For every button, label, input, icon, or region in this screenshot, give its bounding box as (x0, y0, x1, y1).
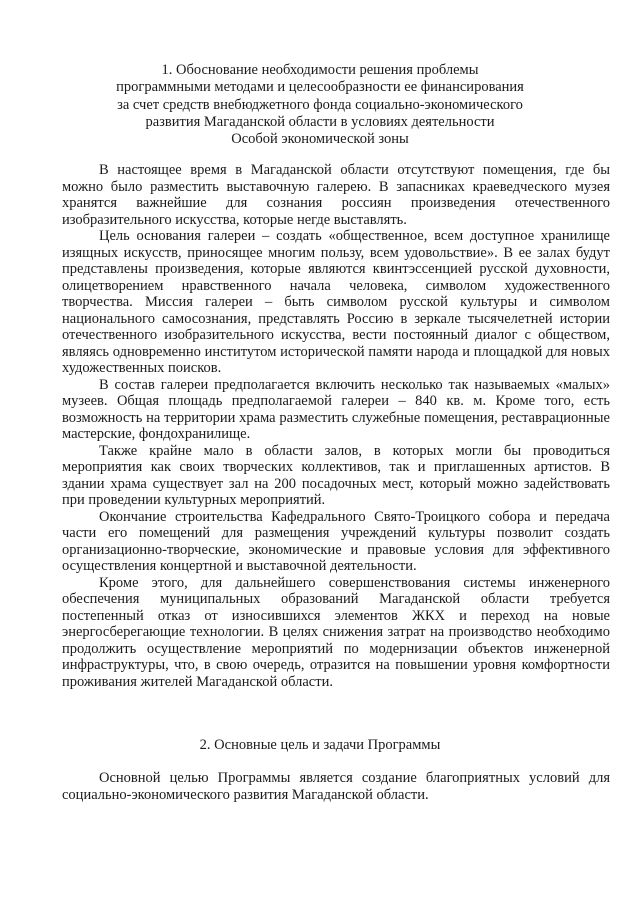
paragraph: В настоящее время в Магаданской области отсутствуют помещения, где бы можно было разместить выставочную галерею. В запасниках краеведческого музея хранятся важнейшие для сознания россиян произведения отечественного изобразительного искусства, которые негде выставлять. (62, 162, 610, 228)
section-1-heading (60, 62, 580, 148)
section-1-heading-line: 1. Обоснование необходимости решения проблемы (161, 62, 479, 78)
paragraph: Основной целью Программы является создание благоприятных условий для социально-экономического развития Магаданской области. (62, 770, 610, 803)
paragraph: Кроме этого, для дальнейшего совершенствования системы инженерного обеспечения муниципальных образований Магаданской области требуется постепенный отказ от износившихся элементов ЖКХ и переход на новые энергосберегающие технологии. В целях снижения затрат на производство необходимо продолжить осуществление мероприятий по модернизации объектов инженерной инфраструктуры, что, в свою очередь, отразится на повышении уровня комфортности проживания жителей Магаданской области. (62, 574, 610, 690)
section-2-body (62, 770, 610, 803)
paragraph: Окончание строительства Кафедрального Свято-Троицкого собора и передача части его помещений для размещения учреждений культуры позволит создать организационно-творческие, экономические и правовые условия для эффективного осуществления концертной и выставочной деятельности. (62, 508, 610, 574)
section-2-heading: 2. Основные цель и задачи Программы (199, 737, 441, 753)
section-1-heading-line: программными методами и целесообразности ее финансирования (116, 79, 524, 96)
paragraph: Также крайне мало в области залов, в которых могли бы проводиться мероприятия как своих творческих коллективов, так и приглашенных артистов. В здании храма существует зал на 200 посадочных мест, который можно задействовать при проведении культурных мероприятий. (62, 442, 610, 508)
section-1-heading-line: развития Магаданской области в условиях деятельности (145, 113, 495, 130)
section-1-heading-line: за счет средств внебюджетного фонда социально-экономического (117, 96, 523, 113)
section-1-heading-line: Особой экономической зоны (231, 131, 409, 148)
section-1-body (62, 162, 610, 690)
paragraph: В состав галереи предполагается включить несколько так называемых «малых» музеев. Общая площадь предполагаемой галереи – 840 кв. м. Кроме того, есть возможность на территории храма разместить служебные помещения, реставрационные мастерские, фондохранилище. (62, 376, 610, 442)
paragraph: Цель основания галереи – создать «общественное, всем доступное хранилище изящных искусств, приносящее многим пользу, всем удовольствие». В ее залах будут представлены произведения, которые являются квинтэссенцией русской духовности, олицетворением нравственного начала человека, символом художественного творчества. Миссия галереи – быть символом русской культуры и символом национального самосознания, представлять Россию в зеркале тысячелетней истории отечественного изобразительного искусства, вести постоянный диалог с обществом, являясь одновременно институтом исторической памяти народа и площадкой для новых художественных поисков. (62, 228, 610, 376)
